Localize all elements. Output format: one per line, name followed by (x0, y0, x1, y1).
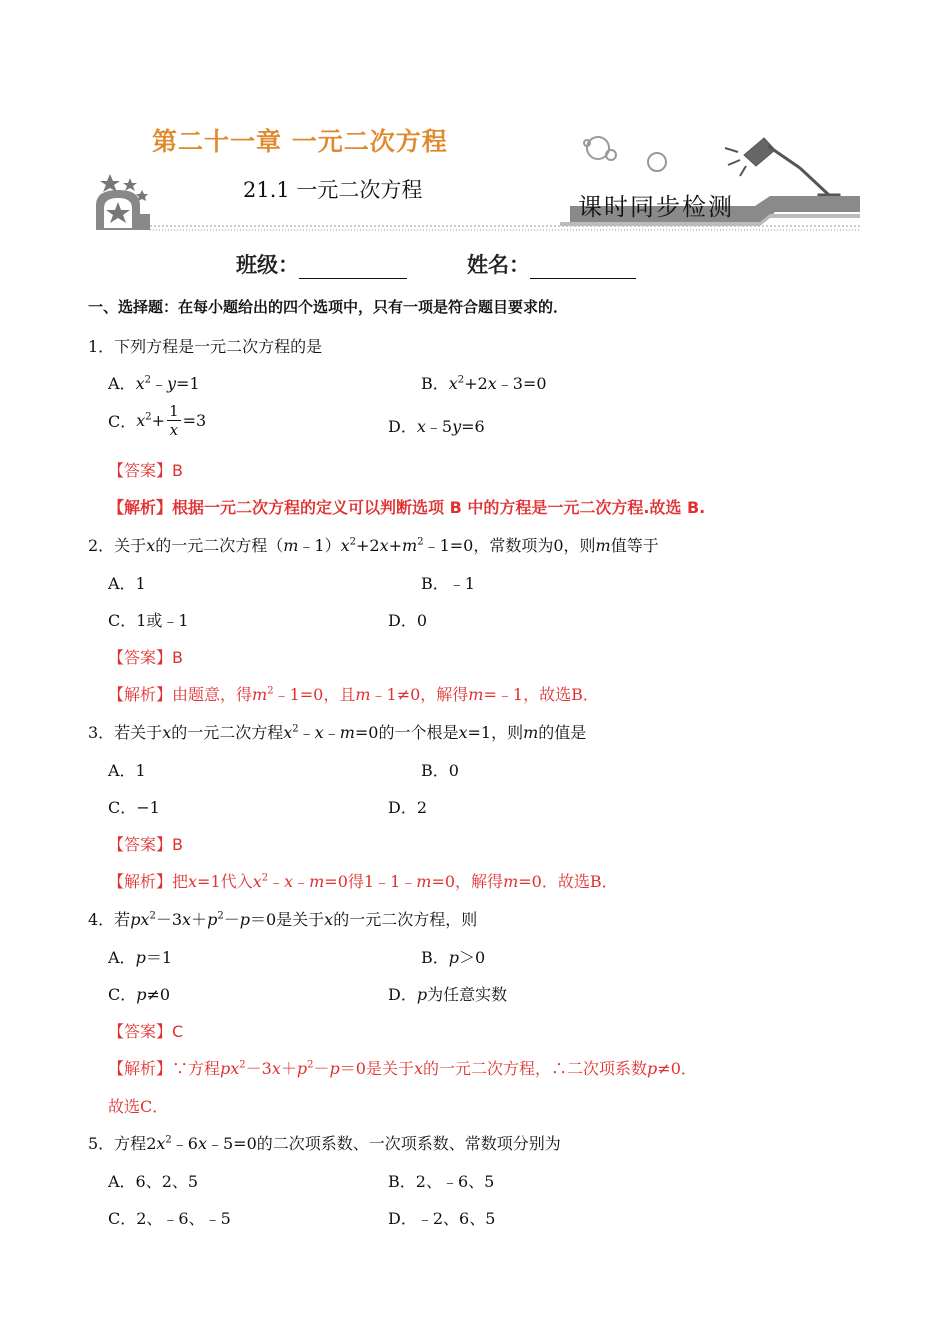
q1-option-b: B．$x^2+2x﹣3=0$ (421, 374, 547, 393)
question-2-stem: 2．关于x的一元二次方程$(m﹣1)x^2+2x+m^2﹣1=0$，常数项为0，则m值等于 (88, 536, 659, 555)
q4-explanation: 【解析】∵方程$px^2-3x+p^2-p=0$是关于x的一元二次方程，∴二次项系数p≠0． (108, 1059, 697, 1078)
q5-option-c: C．2、﹣6、﹣5 (108, 1209, 231, 1228)
section-instructions: 一、选择题：在每小题给出的四个选项中，只有一项是符合题目要求的． (88, 298, 569, 316)
bubbles-decoration (584, 137, 666, 171)
name-label: 姓名： (467, 253, 530, 277)
badge-text: 课时同步检测 (578, 193, 734, 221)
q4-option-c: C．p≠0 (108, 985, 171, 1004)
q4-explanation-line2: 故选C． (108, 1097, 169, 1116)
q2-option-c: C．1或﹣1 (108, 611, 189, 630)
name-blank[interactable] (530, 256, 636, 279)
q1-option-c: C．$x^2+$ $\frac{1}{x}$ =3 (108, 402, 207, 439)
name-field (467, 249, 636, 279)
question-5-stem: 5．方程$2x^2﹣6x﹣5=0$的二次项系数、一次项系数、常数项分别为 (88, 1134, 561, 1153)
q2-option-a: A．1 (108, 574, 146, 593)
q4-option-a: A．p＝1 (108, 948, 172, 967)
question-1-stem: 1．下列方程是一元二次方程的是 (88, 337, 323, 356)
header-banner (0, 0, 950, 240)
section-title: 21.1 一元二次方程 (243, 178, 423, 202)
class-field (236, 249, 407, 279)
q3-option-b: B．0 (421, 761, 459, 780)
q1-answer: 【答案】B (108, 461, 183, 480)
class-blank[interactable] (299, 256, 407, 279)
q4-option-b: B．p＞0 (421, 948, 486, 967)
q3-option-c: C．−1 (108, 798, 160, 817)
class-label: 班级： (236, 253, 299, 277)
q2-explanation: 【解析】由题意，得$m^2﹣1=0$，且m﹣1≠0，解得m=﹣1，故选B． (108, 685, 599, 704)
q5-option-d: D．﹣2、6、5 (388, 1209, 496, 1228)
question-4-stem: 4．若$px^2-3x+p^2-p=0$是关于x的一元二次方程，则 (88, 910, 478, 929)
q5-option-b: B．2、﹣6、5 (388, 1172, 495, 1191)
question-3-stem: 3．若关于x的一元二次方程$x^2﹣x﹣m=0$的一个根是x=1，则m的值是 (88, 723, 587, 742)
q3-answer: 【答案】B (108, 835, 183, 854)
q4-answer: 【答案】C (108, 1022, 184, 1041)
q4-option-d: D．p为任意实数 (388, 985, 508, 1004)
chapter-title: 第二十一章 一元二次方程 (152, 127, 448, 156)
q2-option-b: B．﹣1 (421, 574, 475, 593)
q1-option-d: D．x﹣5y=6 (388, 417, 485, 436)
q5-option-a: A．6、2、5 (108, 1172, 199, 1191)
q2-answer: 【答案】B (108, 648, 183, 667)
q2-option-d: D．0 (388, 611, 428, 630)
q3-explanation: 【解析】把x=1代入$x^2﹣x﹣m=0$得1﹣1﹣m=0，解得m=0．故选B． (108, 872, 618, 891)
desk-lamp-icon (725, 138, 840, 200)
q1-explanation: 【解析】根据一元二次方程的定义可以判断选项 B 中的方程是一元二次方程.故选 B. (108, 498, 706, 517)
q1-option-a: A．$x^2﹣y=1$ (108, 374, 200, 393)
q3-option-d: D．2 (388, 798, 428, 817)
q3-option-a: A．1 (108, 761, 146, 780)
